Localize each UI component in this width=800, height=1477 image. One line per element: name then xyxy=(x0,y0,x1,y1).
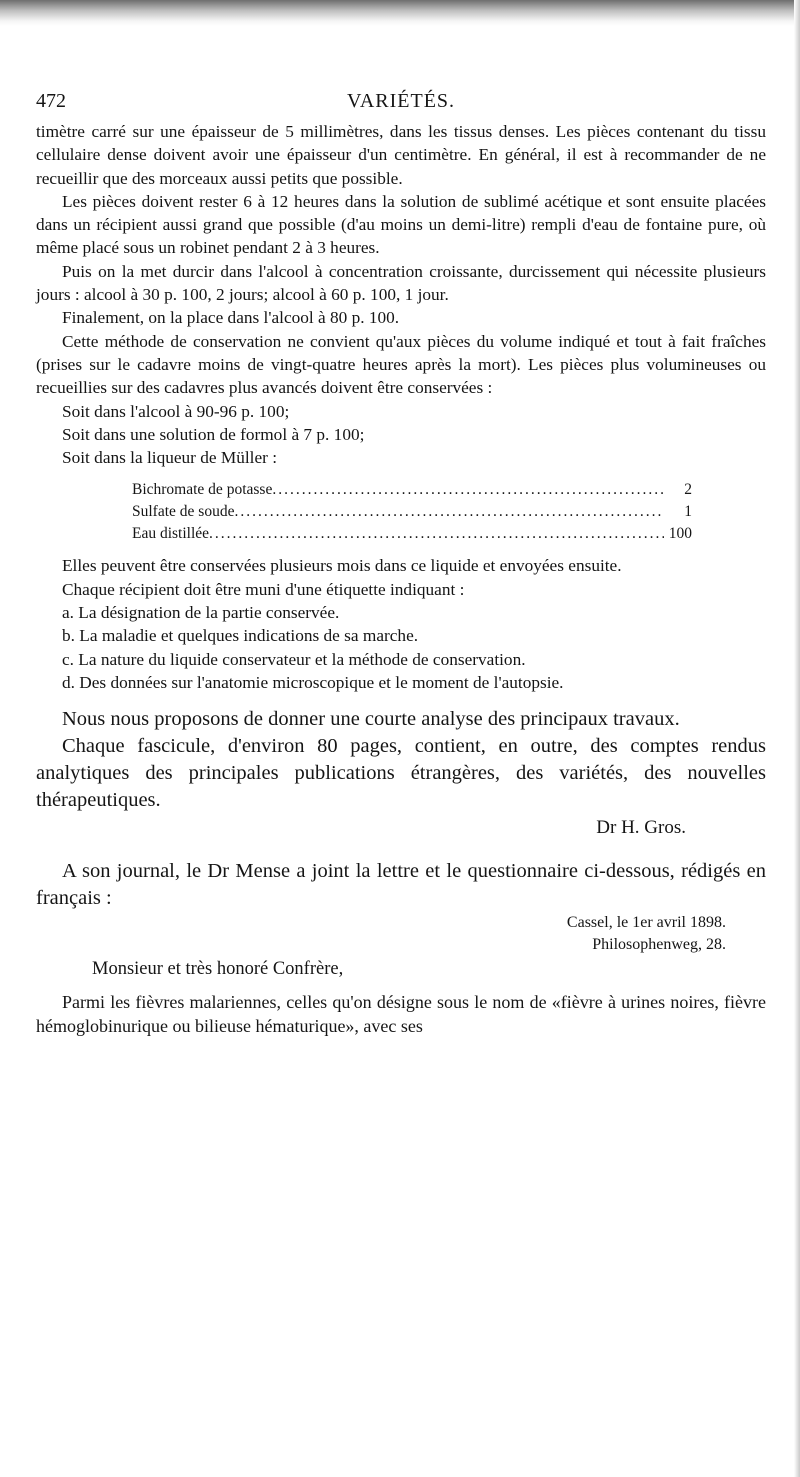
article-body xyxy=(36,120,766,694)
dot-leader xyxy=(234,500,664,523)
page xyxy=(36,90,766,1038)
letter-intro xyxy=(36,858,766,912)
letter-place-date: Cassel, le 1er avril 1898. xyxy=(566,914,726,932)
paragraph: Cette méthode de conservation ne convient qu'aux pièces du volume indiqué et tout à fait fraîches (prises sur le cadavre moins de vingt-quatre heures après la mort). Les pièces plus volumineuses ou recueillies sur des cadavres plus avancés doivent être conservées : xyxy=(36,331,766,398)
list-item: c. La nature du liquide conservateur et la méthode de conservation. xyxy=(62,649,526,669)
formula-row xyxy=(132,522,692,544)
ingredient-quantity: 1 xyxy=(684,503,692,521)
paragraph: Puis on la met durcir dans l'alcool à concentration croissante, durcissement qui nécessite plusieurs jours : alcool à 30 p. 100, 2 jours; alcool à 60 p. 100, 1 jour. xyxy=(36,261,766,305)
letter-address: Philosophenweg, 28. xyxy=(592,936,726,954)
review-description xyxy=(36,706,766,814)
signature: Dr H. Gros. xyxy=(596,817,686,839)
page-header xyxy=(36,90,766,120)
formula-row xyxy=(132,478,692,500)
dot-leader xyxy=(272,478,664,501)
list-item: a. La désignation de la partie conservée. xyxy=(62,603,340,623)
paragraph: Soit dans l'alcool à 90-96 p. 100; xyxy=(62,401,290,421)
ingredient-quantity: 100 xyxy=(668,525,692,543)
paragraph: Chaque récipient doit être muni d'une étiquette indiquant : xyxy=(62,579,465,599)
page-number: 472 xyxy=(36,90,66,112)
list-item: b. La maladie et quelques indications de sa marche. xyxy=(62,626,419,646)
letter-salutation: Monsieur et très honoré Confrère, xyxy=(92,959,344,980)
paragraph: A son journal, le Dr Mense a joint la lettre et le questionnaire ci-dessous, rédigés en français : xyxy=(36,860,766,910)
paragraph: Chaque fascicule, d'environ 80 pages, contient, en outre, des comptes rendus analytiques des principales publications étrangères, des variétés, des nouvelles thérapeutiques. xyxy=(36,735,766,812)
paragraph: Nous nous proposons de donner une courte analyse des principaux travaux. xyxy=(62,708,680,731)
paragraph: timètre carré sur une épaisseur de 5 millimètres, dans les tissus denses. Les pièces contenant du tissu cellulaire dense doivent avoir une épaisseur d'un centimètre. En général, il est à recommander de ne recueillir que des morceaux aussi petits que possible. xyxy=(36,122,766,188)
paragraph: Soit dans la liqueur de Müller : xyxy=(62,448,278,468)
ingredient-name: Eau distillée xyxy=(132,525,210,543)
running-head: VARIÉTÉS. xyxy=(346,90,456,112)
ingredient-name: Sulfate de soude xyxy=(132,503,235,521)
paragraph: Finalement, on la place dans l'alcool à 80 p. 100. xyxy=(62,308,400,328)
list-item: d. Des données sur l'anatomie microscopique et le moment de l'autopsie. xyxy=(62,672,564,692)
muller-formula-table xyxy=(132,478,692,544)
paragraph: Soit dans une solution de formol à 7 p. 100; xyxy=(62,424,365,444)
ingredient-name: Bichromate de potasse xyxy=(132,481,273,499)
letter-body: Parmi les fièvres malariennes, celles qu'on désigne sous le nom de «fièvre à urines noires, fièvre hémoglobinurique ou bilieuse hématurique», avec ses xyxy=(36,992,766,1037)
dot-leader xyxy=(209,522,664,545)
paragraph: Elles peuvent être conservées plusieurs mois dans ce liquide et envoyées ensuite. xyxy=(62,556,622,576)
paragraph: Les pièces doivent rester 6 à 12 heures dans la solution de sublimé acétique et sont ensuite placées dans un récipient aussi grand que possible (d'au moins un demi-litre) rempli d'eau de fontaine pure, où même placé sous un robinet pendant 2 à 3 heures. xyxy=(36,191,766,258)
formula-row xyxy=(132,500,692,522)
scan-top-edge xyxy=(0,0,800,26)
scan-right-edge xyxy=(794,0,800,1477)
ingredient-quantity: 2 xyxy=(684,481,692,499)
